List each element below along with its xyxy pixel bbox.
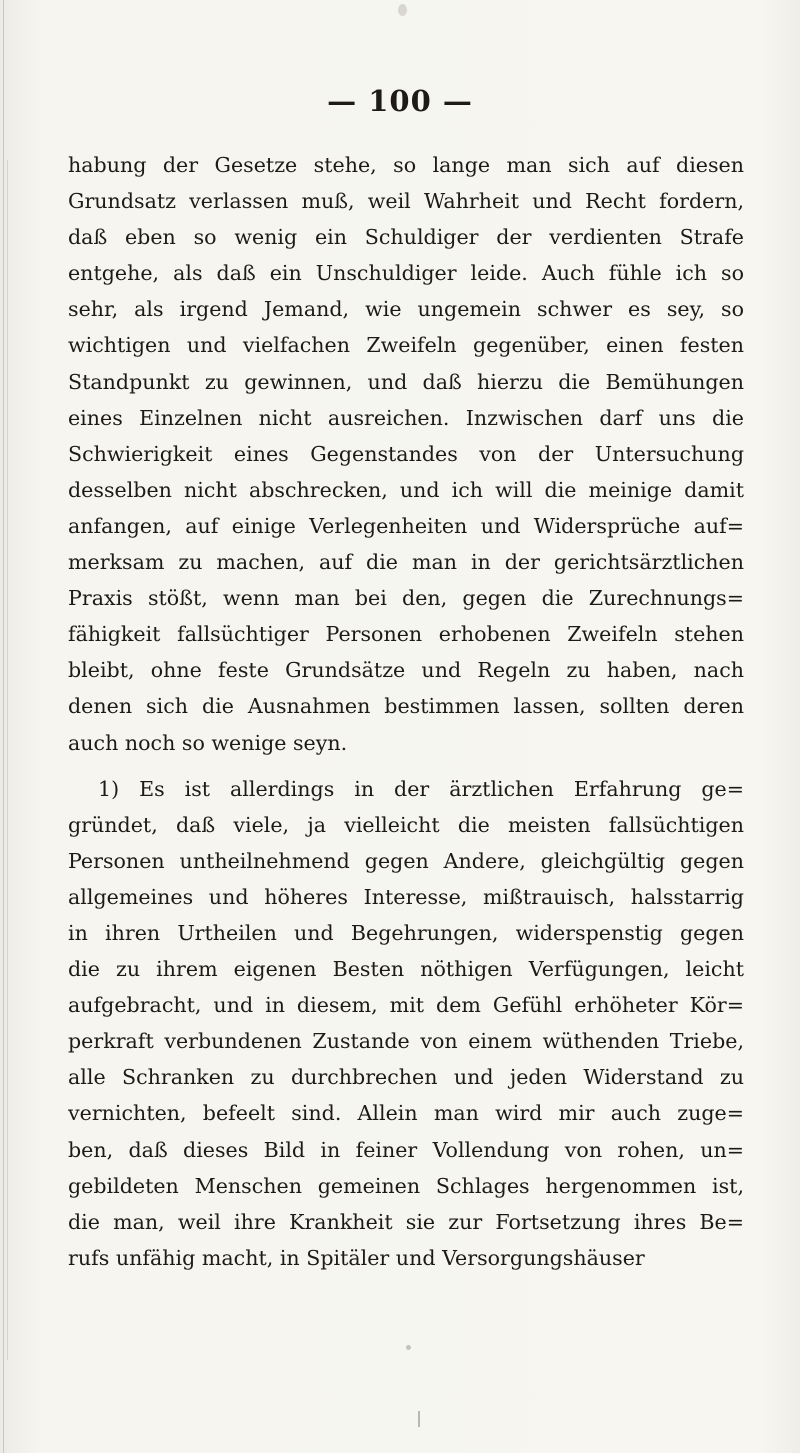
page-number-header: — 100 —	[327, 84, 473, 118]
text-line: gründet, daß viele, ja vielleicht die meisten fallsüchtigen	[68, 812, 744, 837]
text-line: habung der Gesetze stehe, so lange man sich auf diesen	[68, 153, 744, 177]
text-line: wichtigen und vielfachen Zweifeln gegenüber, einen festen	[68, 333, 744, 358]
margin-mark	[418, 1411, 420, 1427]
text-line: gebildeten Menschen gemeinen Schlages hergenommen ist,	[68, 1173, 744, 1198]
text-line: aufgebracht, und in diesem, mit dem Gefühl erhöheter Kör=	[68, 993, 744, 1018]
paragraph-gap	[68, 761, 744, 771]
text-line: perkraft verbundenen Zustande von einem wüthenden Triebe,	[68, 1029, 744, 1054]
page-fold-line	[7, 160, 8, 1360]
text-line: allgemeines und höheres Interesse, mißtrauisch, halsstarrig	[68, 884, 744, 909]
paragraph-1	[68, 147, 744, 761]
paper-blemish	[406, 1345, 411, 1350]
text-line: bleibt, ohne feste Grundsätze und Regeln zu haben, nach	[68, 658, 744, 683]
text-line: daß eben so wenig ein Schuldiger der verdienten Strafe	[68, 225, 744, 250]
text-line: vernichten, befeelt sind. Allein man wird mir auch zuge=	[68, 1101, 744, 1126]
paper-blemish	[398, 4, 407, 16]
text-line: die man, weil ihre Krankheit sie zur Fortsetzung ihres Be=	[68, 1209, 744, 1234]
text-line: alle Schranken zu durchbrechen und jeden Widerstand zu	[68, 1065, 744, 1090]
body-text	[68, 147, 744, 1276]
text-line: merksam zu machen, auf die man in der gerichtsärztlichen	[68, 550, 744, 575]
text-line: desselben nicht abschrecken, und ich will die meinige damit	[68, 477, 744, 502]
text-line: anfangen, auf einige Verlegenheiten und Widersprüche auf=	[68, 513, 744, 538]
text-line: rufs unfähig macht, in Spitäler und Versorgungshäuser	[68, 1245, 645, 1270]
text-line: Schwierigkeit eines Gegenstandes von der Untersuchung	[68, 441, 744, 466]
text-line: eines Einzelnen nicht ausreichen. Inzwischen darf uns die	[68, 405, 744, 430]
page-edge-line	[3, 0, 4, 1453]
text-line: fähigkeit fallsüchtiger Personen erhobenen Zweifeln stehen	[68, 622, 744, 647]
text-line: Grundsatz verlassen muß, weil Wahrheit und Recht fordern,	[68, 189, 744, 214]
text-line: auch noch so wenige seyn.	[68, 730, 348, 755]
text-line: Personen untheilnehmend gegen Andere, gleichgültig gegen	[68, 848, 744, 873]
text-line: entgehe, als daß ein Unschuldiger leide. Auch fühle ich so	[68, 261, 744, 286]
text-line: 1) Es ist allerdings in der ärztlichen Erfahrung ge=	[98, 776, 744, 801]
text-line: in ihren Urtheilen und Begehrungen, widerspenstig gegen	[68, 920, 744, 945]
text-line: denen sich die Ausnahmen bestimmen lassen, sollten deren	[68, 694, 744, 719]
text-line: ben, daß dieses Bild in feiner Vollendung von rohen, un=	[68, 1137, 744, 1162]
text-line: sehr, als irgend Jemand, wie ungemein schwer es sey, so	[68, 297, 744, 322]
text-line: die zu ihrem eigenen Besten nöthigen Verfügungen, leicht	[68, 957, 744, 982]
text-line: Praxis stößt, wenn man bei den, gegen die Zurechnungs=	[68, 586, 744, 611]
text-line: Standpunkt zu gewinnen, und daß hierzu die Bemühungen	[68, 369, 744, 394]
paragraph-2	[68, 771, 744, 1276]
